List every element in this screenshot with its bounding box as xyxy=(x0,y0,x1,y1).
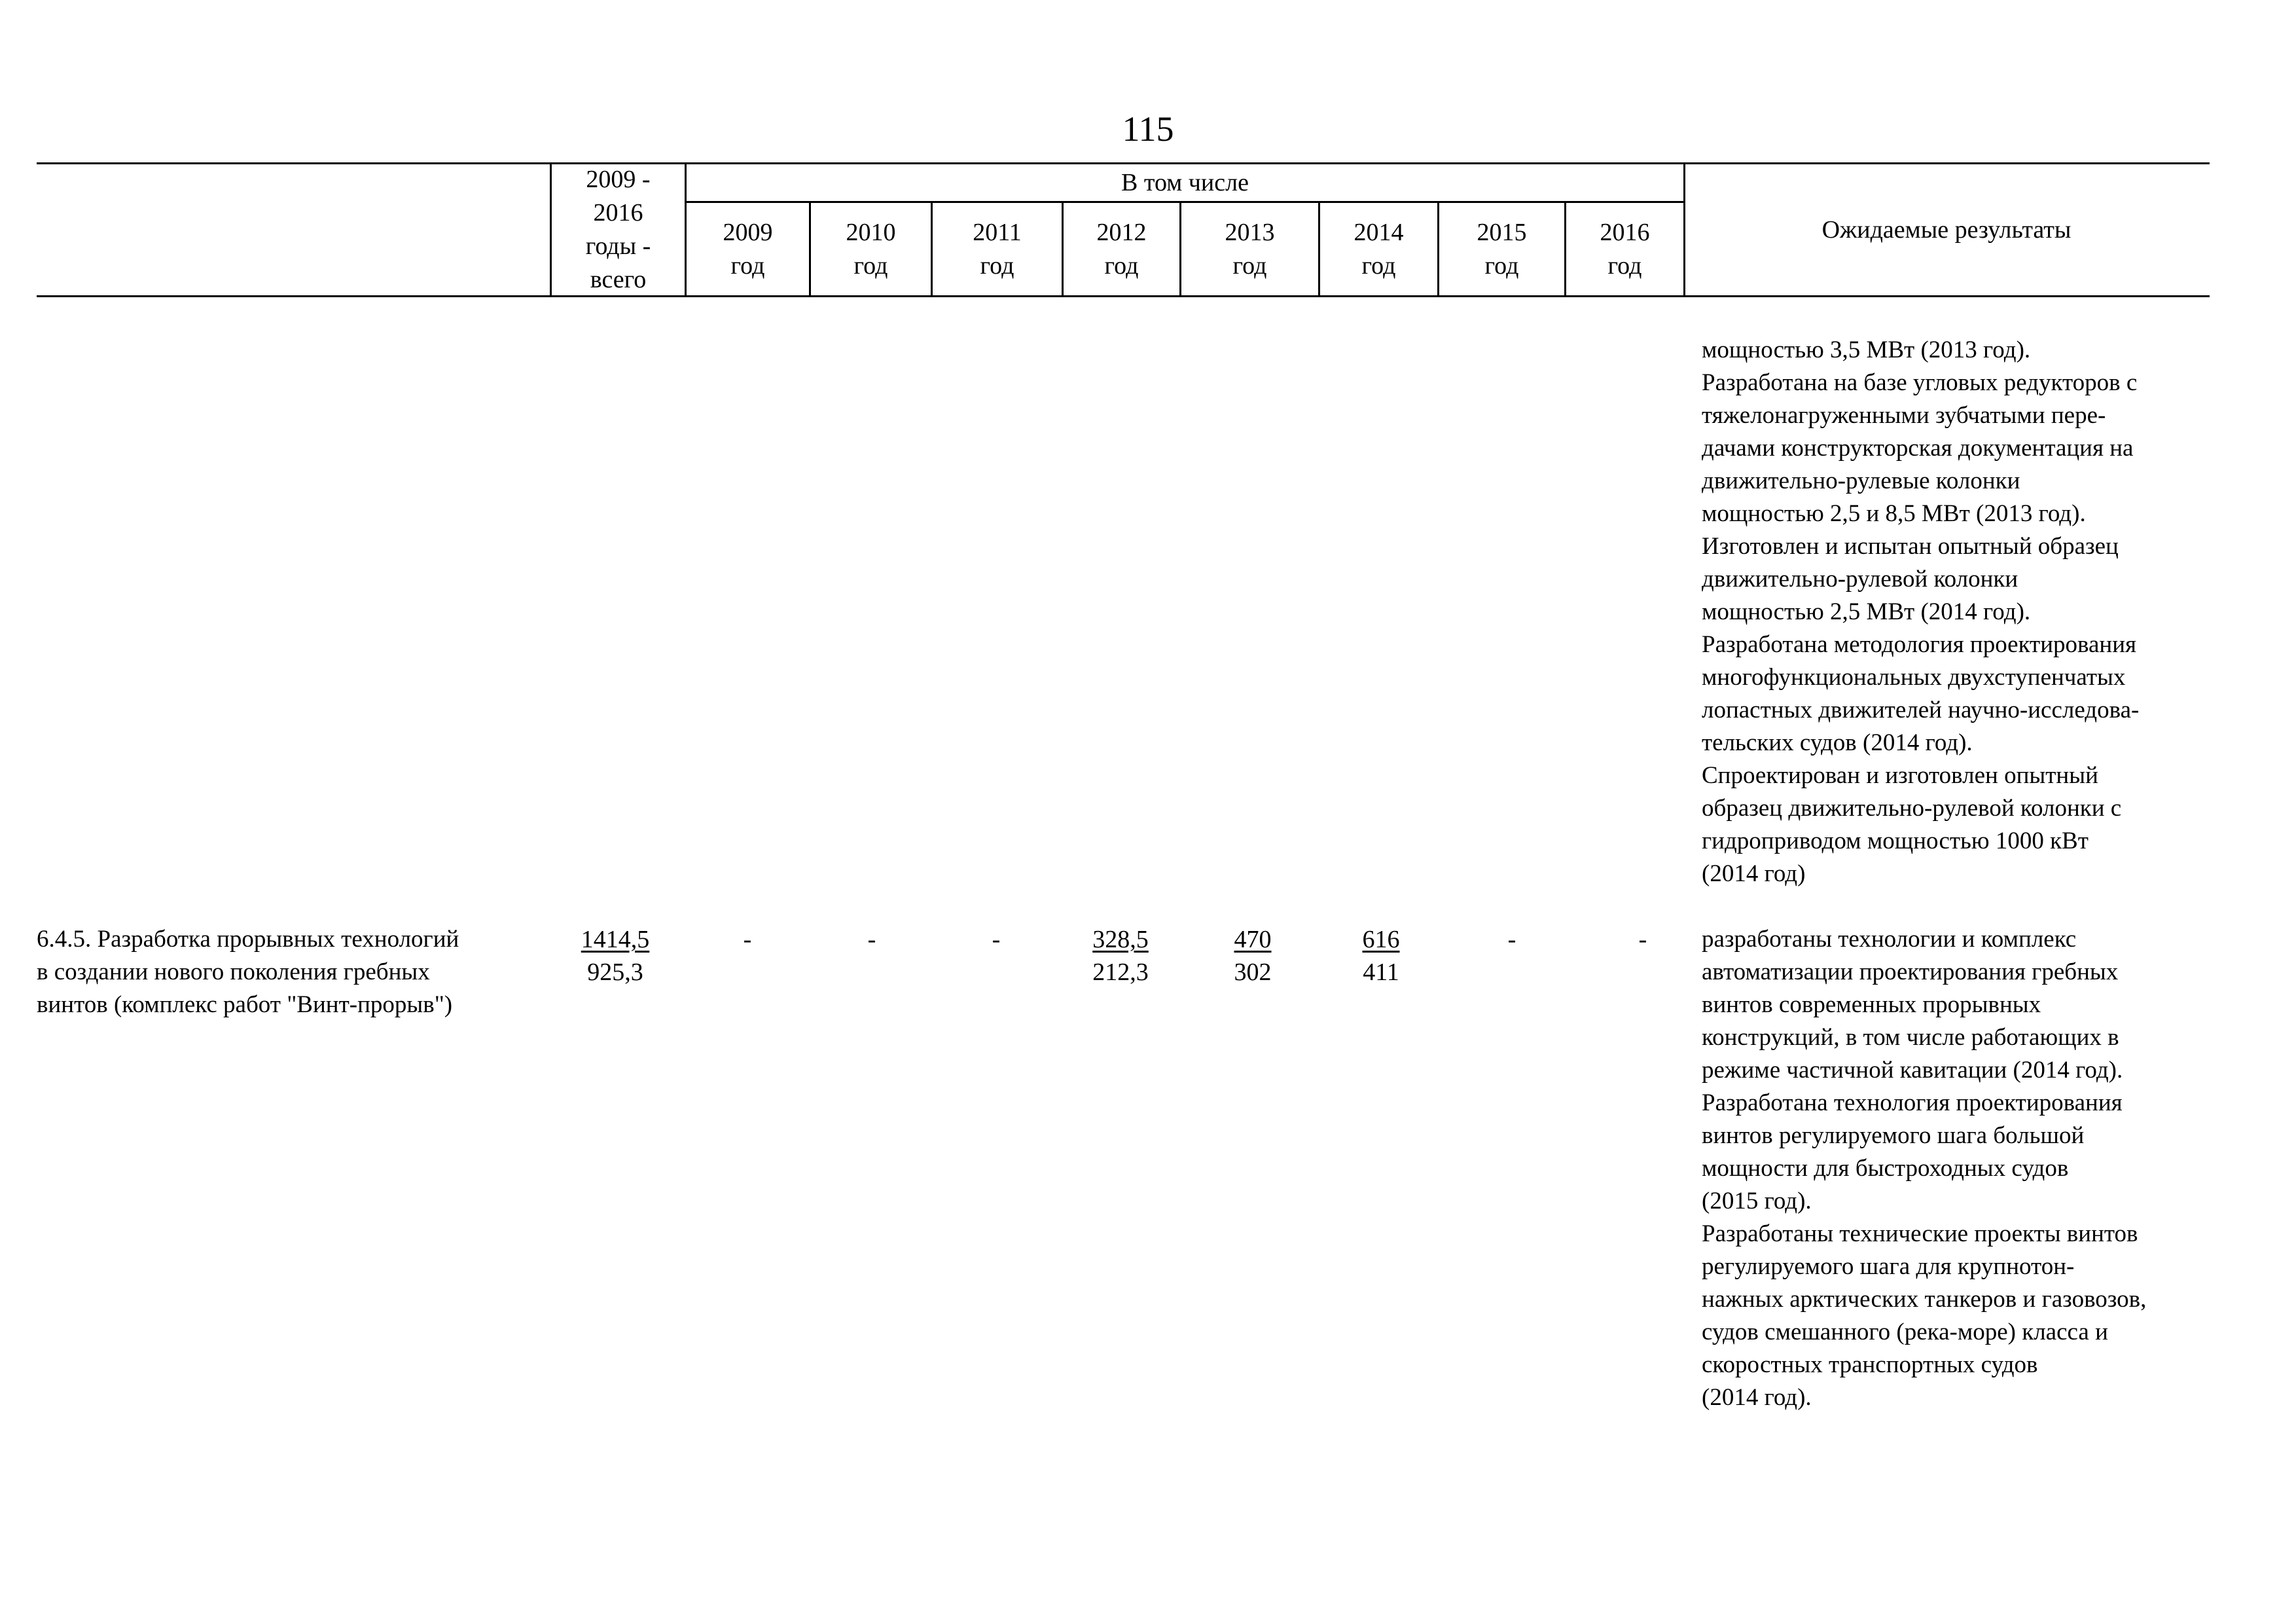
header-year-unit: год xyxy=(1104,251,1139,280)
table-header xyxy=(37,162,2210,297)
header-year-2013 xyxy=(1181,203,1318,295)
results-line: (2015 год). xyxy=(1702,1188,1812,1214)
header-year-2014 xyxy=(1320,203,1437,295)
value-2009: - xyxy=(743,926,752,953)
value-2011: - xyxy=(992,926,1001,953)
header-year: 2010 xyxy=(846,218,896,246)
results-line: дачами конструкторская документация на xyxy=(1702,435,2134,462)
results-line: (2014 год). xyxy=(1702,1384,1812,1411)
results-line: гидроприводом мощностью 1000 кВт xyxy=(1702,828,2089,854)
results-line: Изготовлен и испытан опытный образец xyxy=(1702,533,2119,560)
item-title-line: 6.4.5. Разработка прорывных технологий xyxy=(37,926,459,953)
header-year-2015 xyxy=(1439,203,1564,295)
value-2013-bottom: 302 xyxy=(1234,958,1272,986)
header-year-unit: год xyxy=(1361,251,1396,280)
header-total-line: 2016 xyxy=(593,199,643,227)
header-year: 2009 xyxy=(723,218,773,246)
results-line: лопастных движителей научно-исследова- xyxy=(1702,697,2140,723)
header-group-label: В том числе xyxy=(1121,168,1249,196)
results-line: регулируемого шага для крупнотон- xyxy=(1702,1253,2075,1280)
item-title-line: винтов (комплекс работ "Винт-прорыв") xyxy=(37,991,453,1018)
header-year-unit: год xyxy=(1232,251,1267,280)
value-2015: - xyxy=(1507,926,1516,953)
results-line: режиме частичной кавитации (2014 год). xyxy=(1702,1057,2123,1084)
value-2012-bottom: 212,3 xyxy=(1092,958,1149,986)
results-line: мощностью 2,5 и 8,5 МВт (2013 год). xyxy=(1702,500,2086,527)
header-year-2009 xyxy=(687,203,809,295)
item-title-line: в создании нового поколения гребных xyxy=(37,958,430,985)
results-line: Разработана технология проектирования xyxy=(1702,1089,2123,1116)
results-line: движительно-рулевой колонки xyxy=(1702,566,2018,593)
results-line: нажных арктических танкеров и газовозов, xyxy=(1702,1286,2147,1313)
header-year: 2011 xyxy=(973,218,1022,246)
results-line: (2014 год) xyxy=(1702,860,1806,887)
value-2010: - xyxy=(867,926,876,953)
value-2016: - xyxy=(1638,926,1647,953)
value-2014-bottom: 411 xyxy=(1363,958,1399,986)
results-line: тельских судов (2014 год). xyxy=(1702,729,1973,756)
header-total-line: годы - xyxy=(585,232,651,260)
header-year-unit: год xyxy=(853,251,888,280)
results-line: Спроектирован и изготовлен опытный xyxy=(1702,762,2098,789)
results-line: движительно-рулевые колонки xyxy=(1702,467,2020,494)
results-line: Разработана на базе угловых редукторов с xyxy=(1702,369,2138,396)
results-line: Разработана методология проектирования xyxy=(1702,631,2137,658)
value-2014-top: 616 xyxy=(1362,926,1400,953)
header-year: 2012 xyxy=(1096,218,1147,246)
header-year-unit: год xyxy=(980,251,1014,280)
header-year-2016 xyxy=(1566,203,1683,295)
header-total-line: 2009 - xyxy=(586,166,651,194)
results-line: мощностью 2,5 МВт (2014 год). xyxy=(1702,598,2031,625)
results-line: винтов регулируемого шага большой xyxy=(1702,1122,2085,1149)
value-2013-top: 470 xyxy=(1234,926,1272,953)
header-results-label: Ожидаемые результаты xyxy=(1821,215,2072,244)
results-line: мощности для быстроходных судов xyxy=(1702,1155,2069,1182)
header-year-unit: год xyxy=(1484,251,1519,280)
results-line: конструкций, в том числе работающих в xyxy=(1702,1024,2119,1051)
results-line: образец движительно-рулевой колонки с xyxy=(1702,795,2122,822)
header-year: 2016 xyxy=(1600,218,1650,246)
header-year-unit: год xyxy=(1607,251,1642,280)
header-year-2012 xyxy=(1064,203,1179,295)
results-line: тяжелонагруженными зубчатыми пере- xyxy=(1702,402,2106,429)
results-line: автоматизации проектирования гребных xyxy=(1702,958,2119,985)
header-year: 2015 xyxy=(1477,218,1527,246)
results-line: судов смешанного (река-море) класса и xyxy=(1702,1319,2108,1345)
header-year: 2013 xyxy=(1225,218,1275,246)
header-year-unit: год xyxy=(730,251,765,280)
page-number: 115 xyxy=(1122,109,1174,149)
total-value-top: 1414,5 xyxy=(581,926,650,953)
results-line: скоростных транспортных судов xyxy=(1702,1351,2038,1378)
header-year-2011 xyxy=(933,203,1062,295)
results-line: мощностью 3,5 МВт (2013 год). xyxy=(1702,337,2031,363)
results-line: Разработаны технические проекты винтов xyxy=(1702,1220,2138,1247)
header-year: 2014 xyxy=(1354,218,1404,246)
results-line: разработаны технологии и комплекс xyxy=(1702,926,2077,953)
total-value-bottom: 925,3 xyxy=(587,958,643,986)
results-line: винтов современных прорывных xyxy=(1702,991,2041,1018)
value-2012-top: 328,5 xyxy=(1092,926,1149,953)
header-total-line: всего xyxy=(590,265,647,293)
header-year-2010 xyxy=(811,203,931,295)
header-total-cell xyxy=(552,164,685,295)
results-line: многофункциональных двухступенчатых xyxy=(1702,664,2126,691)
